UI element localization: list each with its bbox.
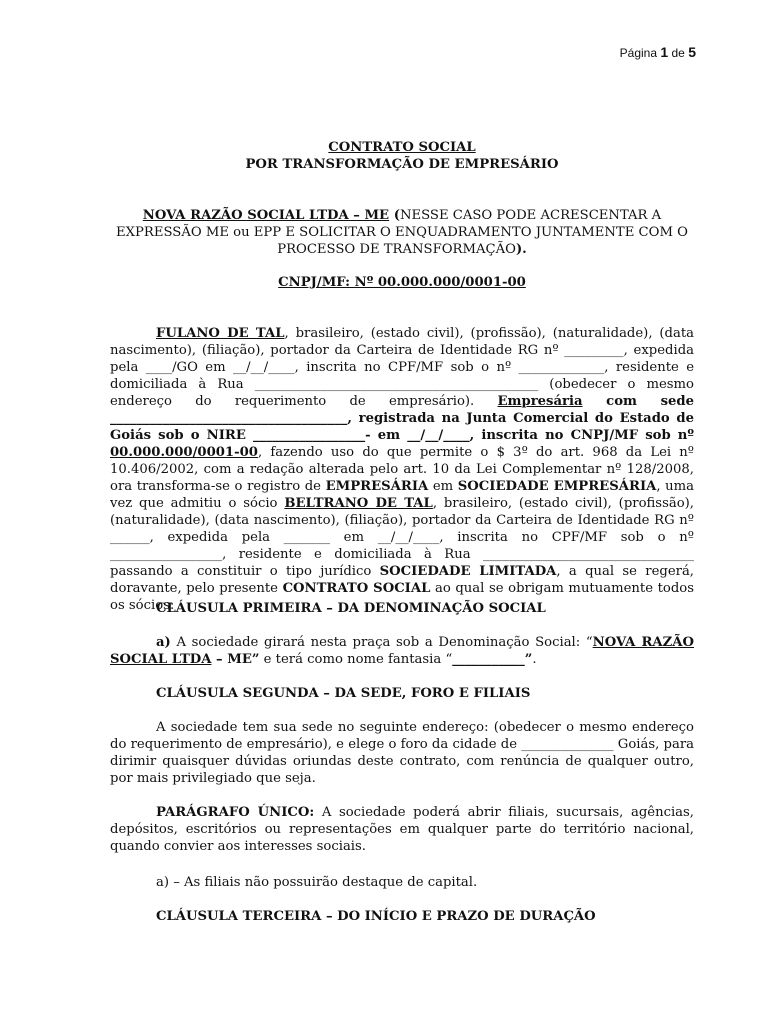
paragrafo-unico-label: PARÁGRAFO ÚNICO: (156, 805, 315, 820)
company-block (110, 207, 694, 258)
clause-2-item-a: a) – As filiais não possuirão destaque de capital. (156, 875, 478, 890)
clause-2-heading: CLÁUSULA SEGUNDA – DA SEDE, FORO E FILIAIS (156, 686, 531, 701)
preamble-text-6: , a qual se regerá, doravante, pelo presente (110, 564, 694, 596)
preamble-text-5: , brasileiro, (estado civil), (profissão), (naturalidade), (data nascimento), (filiação), portador da Carteira de Identidade RG nº ______, expedida pela _______ em __/__/____, inscrita no CPF/MF sob o nº _________________, residente e domiciliada à Rua ________________________________ passando a constituir o tipo jurídico (110, 496, 694, 579)
title-line-2: POR TRANSFORMAÇÃO DE EMPRESÁRIO (245, 157, 559, 172)
cnpj-line (110, 274, 694, 291)
preamble-sociedade-empresaria: SOCIEDADE EMPRESÁRIA (457, 479, 657, 494)
preamble-tipo-juridico: SOCIEDADE LIMITADA (379, 564, 557, 579)
preamble-contrato-social: CONTRATO SOCIAL (282, 581, 431, 596)
clause-1-item-a (110, 634, 694, 668)
clause-1-text-1: A sociedade girará nesta praça sob a Denominação Social: “ (170, 635, 593, 650)
clause-1-company-name: NOVA RAZÃO SOCIAL LTDA (110, 635, 694, 667)
clause-1-suffix: – ME” (211, 652, 260, 667)
page-total: 5 (688, 44, 696, 60)
clause-1-item-label: a) (156, 635, 171, 650)
preamble-paragraph (110, 325, 694, 614)
preamble-text-1: , brasileiro, (estado civil), (profissão), (naturalidade), (data nascimento), (filiação), portador da Carteira de Identidade RG nº _________, expedida pela ____/GO em __/__/____, inscrita no CPF/MF sob o nº _____________, residente e domiciliada à Rua ___________________________________________ (obedecer o mesmo endereço do requerimento de empresário). (110, 326, 694, 409)
clause-3-heading: CLÁUSULA TERCEIRA – DO INÍCIO E PRAZO DE DURAÇÃO (156, 909, 596, 924)
preamble-registration: com sede ____________________________________, registrada na Junta Comercial do Estado de Goiás sob o NIRE _________________- em __/__/____, inscrita no CNPJ/MF sob nº (110, 394, 695, 443)
clause-1-heading: CLÁUSULA PRIMEIRA – DA DENOMINAÇÃO SOCIAL (156, 601, 546, 616)
company-note: NESSE CASO PODE ACRESCENTAR A EXPRESSÃO ME ou EPP E SOLICITAR O ENQUADRAMENTO JUNTAMENTE COM O PROCESSO DE TRANSFORMAÇÃO (116, 208, 688, 257)
page-label: Página (619, 46, 658, 60)
clause-1-text-3: . (532, 652, 537, 667)
preamble-cnpj: 00.000.000/0001-00 (110, 445, 258, 460)
document-title (110, 139, 694, 173)
company-note-open: ( (389, 208, 400, 223)
paragrafo-unico (110, 804, 694, 855)
page-of: de (671, 46, 685, 60)
company-cnpj: CNPJ/MF: Nº 00.000.000/0001-00 (278, 275, 526, 290)
clause-1-fantasy-blank: ___________” (452, 652, 533, 667)
page-current: 1 (660, 44, 669, 60)
preamble-registro-tipo: EMPRESÁRIA (325, 479, 429, 494)
preamble-empresaria: Empresária (497, 394, 583, 409)
company-note-close: ). (515, 242, 527, 257)
partner-2-name: BELTRANO DE TAL (284, 496, 433, 511)
clause-2-body: A sociedade tem sua sede no seguinte endereço: (obedecer o mesmo endereço do requerimento de empresário), e elege o foro da cidade de ______________ Goiás, para dirimir quaisquer dúvidas oriundas deste contrato, com renúncia de qualquer outro, por mais privilegiado que seja. (110, 720, 694, 786)
preamble-text-3: em (428, 479, 458, 494)
preamble-text-2: , fazendo uso do que permite o $ 3º do art. 968 da Lei nº 10.406/2002, com a redação alterada pelo art. 10 da Lei Complementar nº 128/2008, ora transforma-se o registro de (110, 445, 694, 494)
clause-1-text-2: e terá como nome fantasia “ (259, 652, 453, 667)
partner-1-name: FULANO DE TAL (156, 326, 285, 341)
preamble-text-4: , uma vez que admitiu o sócio (110, 479, 695, 511)
title-line-1: CONTRATO SOCIAL (328, 140, 476, 155)
paragrafo-unico-text: A sociedade poderá abrir filiais, sucursais, agências, depósitos, escritórios ou representações em qualquer parte do território nacional, quando convier aos interesses sociais. (110, 805, 694, 854)
page-number (620, 44, 696, 62)
preamble-text-7: ao qual se obrigam mutuamente todos os sócios: (110, 581, 694, 613)
company-name: NOVA RAZÃO SOCIAL LTDA – ME (142, 208, 390, 223)
